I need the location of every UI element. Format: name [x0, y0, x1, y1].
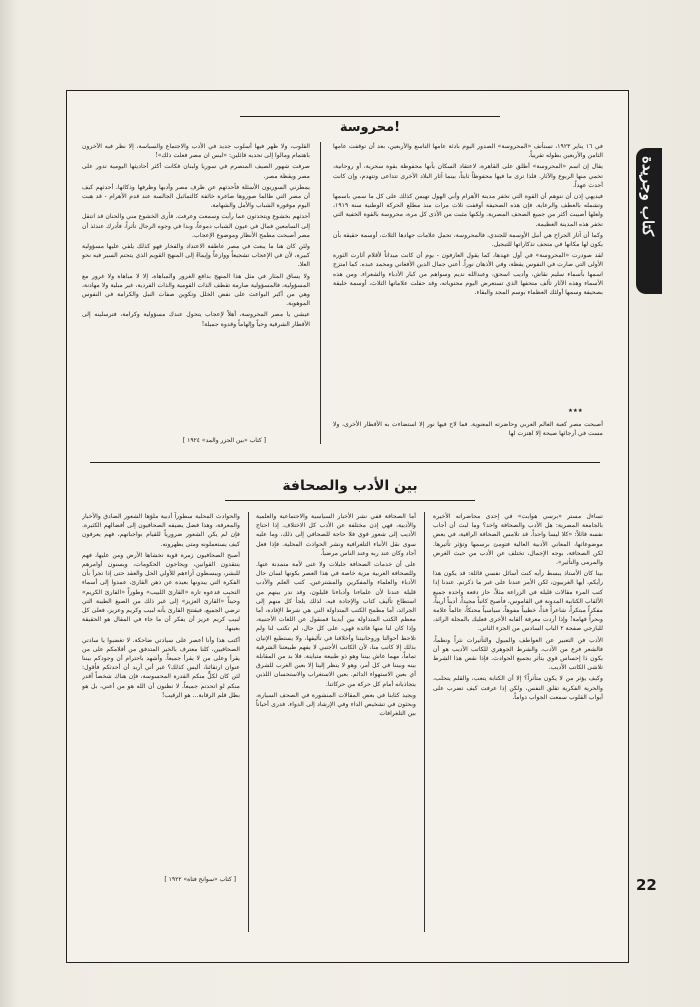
paragraph: ولا يساق المثار في مثل هذا المنهج بدافع الغرور والمباهاة. إلا لا مباهاة ولا غرور مع المسؤولية، فالمسؤولية صارمة تقطف الذات القومية والذات الفردية، غير مبلية ولا مهادنة، وهي من أكبر البواعث على نفض الخلل وتكوين صفات النبل والكرامة في النفوس الموهوبة. [82, 272, 310, 308]
paragraph: ويجيد كثابنا في بعض المقالات المنشورة في الصحف السيارة، وبحثون في تشخيص الداء وفي الإرشاد إلى الدواء. فدرى أحياناً بين التلغرافات [256, 691, 416, 718]
paragraph: وكما أن آثار الجراح هي أنبل الأوسمة للجندي، فالمحروسة، تحمل علامات جهادها الثلاث، أوسمة حقيقة بأن يكون لها مكانها في متحف تذكاراتها للتبجيل. [333, 231, 603, 249]
section-tab [636, 148, 662, 294]
paragraph: فيديهي إذن أن نتوهم أن القوة التي تخفر مدينة الأهرام وأبي الهول تهيمن كذلك على كل ما سمي باسمها وتشمله بالعطف والرعاية. فإن هذه الصحيفة أوقفت ثلاث مرات منذ مطلع الحركة الوطنية سنة ١٩١٩، ولعلها أصيبت أكثر من جميع الصحف المصرية. ولكنها مثبت من الأذى كل مرة، محروسة بالقوة الخفية التي تخفر هذه المدينة العظيمة. [333, 193, 603, 228]
paragraph: أصبح الصحافيون زمرة قوية تخشاها الأرض ومن عليها، فهم ينتقدون القوانين، ويحاجون الحكومات، ويسنون أوامرهم للبشر، ويبسطون آراءهم للأولي الحل والعقد حتى إذا تجرأ بأن الفكرة التي يبدونها بعيدة عن ذهن القارئ، عمدوا إلى أسماء التحبب فدعوه تارة «القارئ اللبيب» وطوراً «القارئ الكريم» وحيناً «القارئ العزيز» إلى غير ذلك من الصيغ الطيبة التي ترضي الجميع، فيفتتح القارئ بأنه لبيب وكريم وعزيز، فعلى كل لبيب كريم عزيز أن يفكر أن ما جاء في المقال هو الحقيقة بعينها. [82, 551, 240, 633]
paragraph: أما الصحافة ففي نشر الأخبار السياسية والاجتماعية والعلمية والأدبية، فهي إذن مختلفة عن الأدب كل الاختلاف. إذا احتاج الأديب إلى شعور قوي فلا حاجة للصحافي إلى ذلك، وما عليه سوى نقل الأنباء التلغرافية ونشر الحوادث المحلية. فإذا فعل أجاد وكان عند ربه وعند الناس مرضياً. [256, 513, 416, 557]
article2-col-right [433, 512, 603, 932]
article1-col-right-end [333, 420, 603, 448]
paragraph: والحوادث المحلية سطوراً أدبية ملؤها الشعور الصادق والأخبار والمعرفة، وهذا فضل يضيفه الصحافيون إلى أفضالهم الكثيرة. فإن لم يكن الشعور ضرورياً للقيام بواجباتهم، فهم يعرفون كيف يستعملونه ومتى يظهرونه. [82, 513, 240, 548]
paragraph: القلوب، ولا ظهر فيها أسلوب جديد في الأدب والاجتماع والسياسة، إلا نظر فيه الآخرون باهتمام ومالوا إلى تحديه قائلين: «ليس ان مصر فعلت ذلك»! [82, 143, 310, 160]
paragraph: يقال إن اسم «المحروسة» أطلق على القاهرة، لاعتقاد السكان بأنها محفوظة بقوة سحرية، أو روحانية، تحمي منها الربوع والآثار. فلذا ترى ما فيها محفوظاً ثابتاً، بينما آثار البلاد الأخرى تتداعى وتتهدم، وإن كانت أحدث عهداً. [333, 163, 603, 189]
section-stars: ٭٭٭ [568, 406, 583, 416]
paragraph: أصبحت مصر كعبة العالم العربي وحاضرته المعنوية. فما لاح فيها نور إلا استضاءت به الأقطار الأخرى، ولا مست في أرجائها صيحة إلا اهتزت لها [333, 421, 603, 438]
article2-source: [ كتاب «سوانح فتاة» ١٩٢٢ ] [164, 876, 236, 883]
paragraph: الأدب فن التعبير عن العواطف والميول والتأثيرات نثراً ونظماً، فالشعر فرع من الأدب، والشرط الجوهري للكاتب الأديب هو أن يكون ذا إحساس قوي يتأثر بجميع الحوادث. فإذا نقص هذا الشرط تلاشى الكاتب الأديب. [433, 636, 603, 672]
paragraph: أكتب هذا وأنا أعصر على سيادتي ضاحكة. لا تغضبوا يا سادتي الصحافيين، كلنا معترف بالخير المتدفق من أقلامكم على من يقرأ وعلى من لا يقرأ جميعاً. وأشهد باحترام أن وجودكم بيننا عنوان ارتقائنا، أليس كذلك؟ غير أني أريد أن أحدثكم فأقول: لئن كان لكلٍّ منكم القدرة المحسوسة، فإن هناك شخصاً أقدر منكم لو اتحدتم جميعاً. لا تظنون أن الله هو من أعني، بل هو بطل قلم الرقابة... هو الرقيب! [82, 636, 240, 699]
article2-col-left [82, 512, 240, 862]
column-divider [320, 142, 321, 444]
section-tab-label: كتاب وجريدة [639, 156, 657, 237]
paragraph: عيشي يا مصر المحروسة، أهلاً لإعجاب يتحول عندك مسؤولية وكرامة، فترسلينه إلى الأقطار الشرقية وحياً وإلهاماً وقدوة جميلة! [82, 311, 310, 328]
article1-title: محروسة! [339, 120, 401, 135]
paragraph: صرفت شهور الصيف المنصرم في سوريا ولبنان فكانت أكثر أحاديثها اليومية تدور على مصر ويقظة مصر. [82, 163, 310, 180]
paragraph: يمطرني السوريون الأسئلة فأحدثهم عن ظرف مصر وأدبها وظرفها وذكائها. أحدثهم كيف أن مصر التي طالما صوروها صاغرة خائفة كالتماثيل الجالسة عند قدم الأهرام - قد هبت اليوم موفورة الشباب والأمل والشهامة. [82, 183, 310, 210]
article1-col-left [82, 142, 310, 432]
paragraph: في ١٦ يناير ١٩٢٣، تستأنف «المحروسة» الصدور اليوم بادئة عامها التاسع والأربعين، بعد أن توقفت عامها الثامن والأربعين بطوله تقريباً. [333, 143, 603, 160]
article2-col-mid [256, 512, 416, 932]
article1-col-right [333, 142, 603, 402]
article2-title: بين الأدب والصحافة [282, 478, 418, 494]
paragraph: بينا كان الأستاذ يبسط رأيه كنت أسائل نفسي قائلة: قد يكون هذا رأيكم، أيها الغربيون، لكن الأمر عندنا على غير ما ذكرتم. عندنا إذا كتب المرء مقالات قليلة في الزراعة مثلاً، حاز دفعة واحدة جميع الألقاب الكتابية المدونة في القاموس، فأصبح كاتباً مجيداً، أديباً أريباً، مفكراً مبتكراً، شاعراً فذاً، خطيباً مفوهاً، سياسياً محنكاً، عالماً علامة وبحراً فهامة! وإذا أردت معرفة ألقابه الأخرى فعليك بالمجلة الرائد، للبازجي صفحة ٢ الباب السادس من الجزء الثاني. [433, 570, 603, 633]
column-divider [248, 512, 249, 932]
page-number: 22 [636, 876, 657, 894]
paragraph: أحدثهم بخشوع ويتحدثون عما رأيت وسمعت وعرفت. فأرى الخشوع مني والحنان قد انتقل إلى السامعين فمال في عيون الشباب دموعاً، وبدا في وجوه الرجال تأثراً، فأدرك عندئذ أن مصر أصبحت مطمح الأنظار وموضوع الإعجاب. [82, 213, 310, 239]
paragraph: وكيف يؤثر من لا يكون متأثراً؟ إلا أن الكتابة يتعب، والقلم يتحلب، والحرية الفكرية تقلق النفس، ولكن إذا عرفت كيف تضرب على أبواب القلوب سمعت الجواب دواماً. [433, 675, 603, 701]
title-rule [240, 116, 500, 117]
column-divider [424, 512, 425, 932]
paragraph: تساءل مستر «برسي هوايت» في إحدى محاضراته الأخيرة بالجامعة المصرية: هل الأدب والصحافة واحد؟ وما لبث أن أجاب نفسه قائلاً: «كلا ليسا واحداً. قد تلامس الصحافة الراقية، في بعض موضوعاتها، المعاني الأدبية العالية فتومئ برسمها وتؤثر تأثيرها. لكن الصحافة، بوجه الإجمال، تختلف عن الأدب من حيث الغرض والمرمى والتأثير». [433, 513, 603, 567]
paragraph: لقد صودرت «المحروسة» في أول عهدها، كما يقول العارفون - يوم أن كانت ميداناً لأقلام أثارت الثورة الأولى التي صارت في النفوس يقظة، وفي الأذهان نوراً. أعني جمال الدين الأفغاني ومحمد عبده. كما امتزج اسمها بأسماء سليم نقاش، وأديب اسحق، وعبدالله نديم وسواهم من كبار الأدباء والشعراء. ومن هذه الأسماء وهذه الآثار تألف متحفها الذي تستعرض اليوم محتوياته، وقد حفلت علاماتها الثلاث، أوسمة خليقة بصحيفة وسمها أولئك العظماء بوسم المجد والبقاء. [333, 252, 603, 297]
paragraph: ولئن كان هنا ما يبعث في مصر عاطفة الاعتداد والفخار فهو كذلك يلقي عليها مسؤولية كبيرة، لأن في الإعجاب تشجيعاً ووازعاً وإيماءً إلى المنهج القويم الذي يتحتم السير فيه نحو العلا. [82, 243, 310, 269]
article1-source: [ كتاب «بين الجزر والمد» ١٩٢٤ ] [182, 437, 266, 444]
article-separator [90, 462, 600, 463]
title-rule [225, 500, 475, 501]
paragraph: على أن خدمات الصحافة جليلات ولا غنى لأمة متمدنة عنها. وللصحافة العربية مزية خاصة في هذا العصر بكونها لسان حال الأدباء والعلماء والمفكرين والمشترعين. كتب العلم والأدب قليلة عندنا لأن علماءنا وأدباءنا قليلون، وقد ندر بينهم من استطاع تأليف كتاب والإجادة فيه. لذلك يلجأ كل منهم إلى الجرائد، أما مطمح الكتب المتداولة التي هي شرط الإفادة، أما معظم الكتب المتداولة بين أيدينا فمنقول عن اللغات الأجنبية، وإذا كان لنا منها فائدة فهي، على كل حال، لم تكتب لنا ولم تلاحظ أحوالنا وروحانيتنا وأخلاقنا في تأليفها، ولا يستطيع الإتيان بذلك إلا كاتب منا، لأن الكاتب الأجنبي لا يفهم طبيعتنا الشرقية تماماً، مهما عاش بيننا وهو ذو طبيعة متباينة. فلا بد من المقابلة بينه وبيننا في كل أمر، وهو لا ينظر إلينا إلا بعين الغرب للشرق أي بعين الاستهواء الدائم. بعين الاستغراب والاستحسان اللذين يتجاذبانه أمام كل حركة من حركاتنا. [256, 561, 416, 688]
